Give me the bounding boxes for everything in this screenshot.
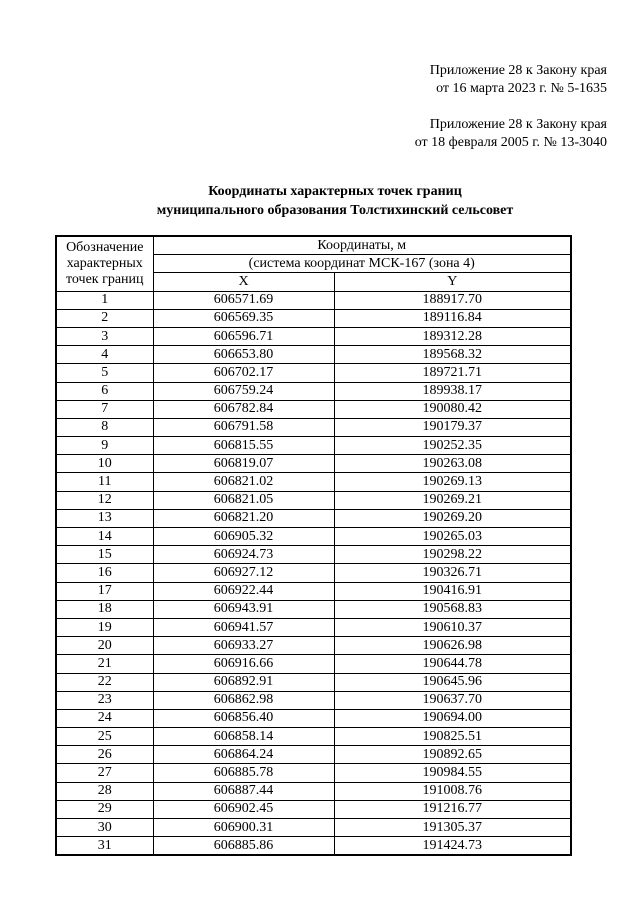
cell-y: 190269.20 (334, 509, 571, 527)
cell-y: 191008.76 (334, 782, 571, 800)
cell-y: 189312.28 (334, 327, 571, 345)
header-line: (система координат МСК-167 (зона 4) (248, 255, 475, 271)
cell-y: 190265.03 (334, 528, 571, 546)
cell-y: 190568.83 (334, 600, 571, 618)
appendix-line: Приложение 28 к Закону края (429, 63, 607, 78)
cell-x: 606782.84 (153, 400, 334, 418)
header-line: характерных (66, 255, 143, 271)
cell-point-number: 9 (56, 437, 153, 455)
cell-point-number: 4 (56, 346, 153, 364)
table-row (56, 546, 571, 564)
cell-x: 606933.27 (153, 637, 334, 655)
cell-point-number: 18 (56, 600, 153, 618)
cell-y: 191424.73 (334, 837, 571, 856)
cell-point-number: 28 (56, 782, 153, 800)
table-row (56, 382, 571, 400)
table-row (56, 819, 571, 837)
appendix-line: от 16 марта 2023 г. № 5-1635 (436, 81, 607, 96)
cell-point-number: 11 (56, 473, 153, 491)
appendix-line: от 18 февраля 2005 г. № 13-3040 (414, 135, 607, 150)
cell-x: 606905.32 (153, 528, 334, 546)
cell-x: 606821.05 (153, 491, 334, 509)
table-row (56, 564, 571, 582)
cell-y: 190645.96 (334, 673, 571, 691)
cell-point-number: 31 (56, 837, 153, 856)
cell-x: 606887.44 (153, 782, 334, 800)
cell-y: 190252.35 (334, 437, 571, 455)
cell-point-number: 24 (56, 709, 153, 727)
cell-x: 606924.73 (153, 546, 334, 564)
title-line: муниципального образования Толстихинский сельсовет (156, 203, 514, 218)
cell-point-number: 22 (56, 673, 153, 691)
table-row (56, 528, 571, 546)
header-line: точек границ (65, 271, 144, 287)
cell-x: 606858.14 (153, 728, 334, 746)
cell-x: 606856.40 (153, 709, 334, 727)
cell-y: 190984.55 (334, 764, 571, 782)
table-row (56, 673, 571, 691)
cell-y: 190263.08 (334, 455, 571, 473)
cell-x: 606653.80 (153, 346, 334, 364)
cell-y: 188917.70 (334, 291, 571, 309)
table-row (56, 291, 571, 309)
table-row (56, 473, 571, 491)
cell-y: 190326.71 (334, 564, 571, 582)
table-row (56, 509, 571, 527)
cell-point-number: 13 (56, 509, 153, 527)
cell-y: 190179.37 (334, 418, 571, 436)
table-row (56, 418, 571, 436)
cell-point-number: 3 (56, 327, 153, 345)
table-row (56, 637, 571, 655)
cell-x: 606571.69 (153, 291, 334, 309)
cell-point-number: 26 (56, 746, 153, 764)
cell-point-number: 14 (56, 528, 153, 546)
header-y: Y (334, 273, 571, 291)
cell-point-number: 25 (56, 728, 153, 746)
header-line: Обозначение (66, 239, 144, 255)
cell-x: 606821.02 (153, 473, 334, 491)
cell-point-number: 2 (56, 309, 153, 327)
table-row (56, 837, 571, 856)
cell-y: 189938.17 (334, 382, 571, 400)
cell-point-number: 27 (56, 764, 153, 782)
table-row (56, 728, 571, 746)
cell-x: 606943.91 (153, 600, 334, 618)
header-point-designation (56, 236, 153, 291)
header-line: Координаты, м (317, 237, 407, 253)
title-line: Координаты характерных точек границ (208, 184, 462, 199)
cell-x: 606922.44 (153, 582, 334, 600)
coordinates-table (55, 235, 572, 856)
cell-x: 606819.07 (153, 455, 334, 473)
table-row (56, 746, 571, 764)
cell-point-number: 7 (56, 400, 153, 418)
cell-x: 606569.35 (153, 309, 334, 327)
table-header (56, 236, 571, 291)
cell-x: 606821.20 (153, 509, 334, 527)
cell-point-number: 8 (56, 418, 153, 436)
table-row (56, 782, 571, 800)
appendix-reference-current (430, 62, 607, 98)
table-row (56, 309, 571, 327)
cell-point-number: 19 (56, 618, 153, 636)
cell-y: 190694.00 (334, 709, 571, 727)
cell-point-number: 20 (56, 637, 153, 655)
cell-point-number: 29 (56, 800, 153, 818)
cell-point-number: 15 (56, 546, 153, 564)
table-row (56, 455, 571, 473)
cell-x: 606927.12 (153, 564, 334, 582)
cell-x: 606885.78 (153, 764, 334, 782)
table-row (56, 437, 571, 455)
cell-x: 606862.98 (153, 691, 334, 709)
cell-x: 606702.17 (153, 364, 334, 382)
cell-x: 606815.55 (153, 437, 334, 455)
cell-point-number: 17 (56, 582, 153, 600)
cell-x: 606892.91 (153, 673, 334, 691)
table-row (56, 346, 571, 364)
document-title (0, 182, 640, 220)
table-row (56, 600, 571, 618)
cell-x: 606900.31 (153, 819, 334, 837)
cell-y: 190269.13 (334, 473, 571, 491)
cell-point-number: 23 (56, 691, 153, 709)
table-row (56, 764, 571, 782)
cell-y: 189116.84 (334, 309, 571, 327)
cell-point-number: 5 (56, 364, 153, 382)
table-row (56, 655, 571, 673)
table-row (56, 618, 571, 636)
cell-y: 190644.78 (334, 655, 571, 673)
cell-y: 189721.71 (334, 364, 571, 382)
cell-point-number: 1 (56, 291, 153, 309)
header-coordinate-system (153, 255, 571, 273)
table-row (56, 400, 571, 418)
cell-x: 606885.86 (153, 837, 334, 856)
cell-y: 190416.91 (334, 582, 571, 600)
cell-x: 606941.57 (153, 618, 334, 636)
cell-point-number: 12 (56, 491, 153, 509)
cell-x: 606916.66 (153, 655, 334, 673)
table-row (56, 364, 571, 382)
cell-y: 190080.42 (334, 400, 571, 418)
cell-point-number: 21 (56, 655, 153, 673)
table-row (56, 491, 571, 509)
cell-y: 190637.70 (334, 691, 571, 709)
table-row (56, 709, 571, 727)
cell-x: 606596.71 (153, 327, 334, 345)
cell-point-number: 30 (56, 819, 153, 837)
cell-y: 190892.65 (334, 746, 571, 764)
header-x: X (153, 273, 334, 291)
cell-y: 189568.32 (334, 346, 571, 364)
header-coordinates (153, 236, 571, 255)
cell-point-number: 10 (56, 455, 153, 473)
cell-x: 606902.45 (153, 800, 334, 818)
table-row (56, 800, 571, 818)
table-row (56, 691, 571, 709)
table-row (56, 327, 571, 345)
table-body (56, 291, 571, 855)
appendix-line: Приложение 28 к Закону края (429, 117, 607, 132)
cell-y: 191305.37 (334, 819, 571, 837)
cell-y: 190626.98 (334, 637, 571, 655)
cell-point-number: 6 (56, 382, 153, 400)
table-row (56, 582, 571, 600)
cell-x: 606864.24 (153, 746, 334, 764)
cell-x: 606791.58 (153, 418, 334, 436)
appendix-reference-original (415, 116, 607, 152)
cell-point-number: 16 (56, 564, 153, 582)
cell-y: 191216.77 (334, 800, 571, 818)
cell-y: 190825.51 (334, 728, 571, 746)
cell-y: 190269.21 (334, 491, 571, 509)
cell-x: 606759.24 (153, 382, 334, 400)
cell-y: 190610.37 (334, 618, 571, 636)
cell-y: 190298.22 (334, 546, 571, 564)
